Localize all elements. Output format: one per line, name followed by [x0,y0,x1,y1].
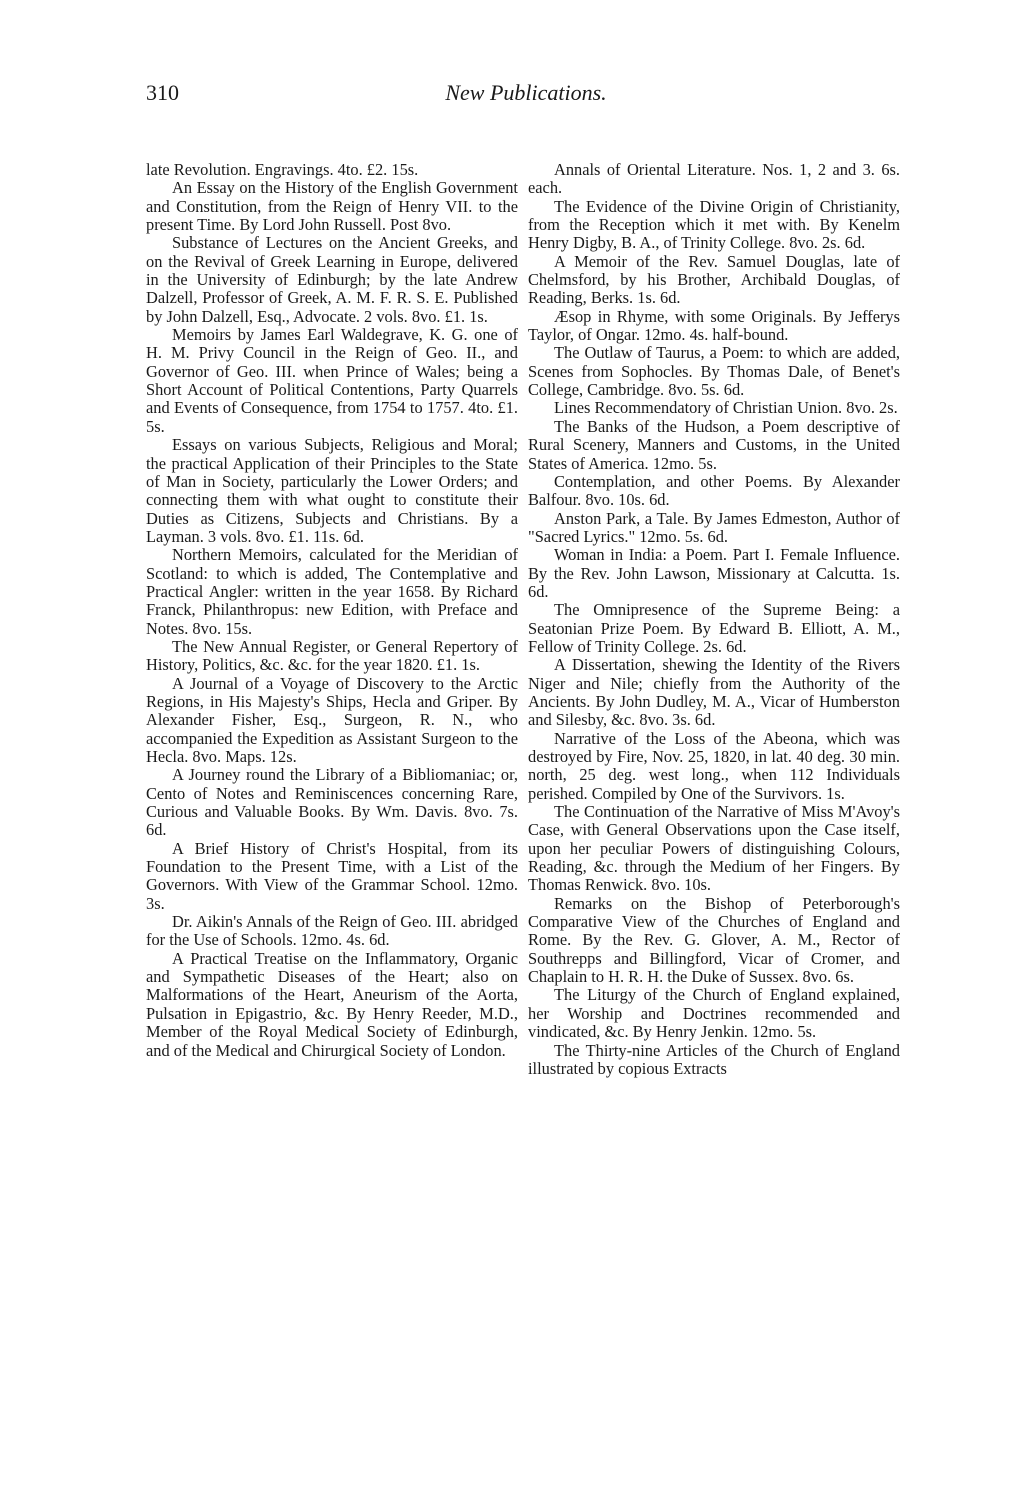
list-item: Æsop in Rhyme, with some Originals. By Jefferys Taylor, of Ongar. 12mo. 4s. half-bound. [528,306,900,345]
list-item: The Outlaw of Taurus, a Poem: to which are added, Scenes from Sophocles. By Thomas Dale, of Benet's College, Cambridge. 8vo. 5s. 6d. [528,343,900,400]
list-item: Annals of Oriental Literature. Nos. 1, 2 and 3. 6s. each. [528,160,900,198]
list-item: Essays on various Subjects, Religious and Moral; the practical Application of their Principles to the State of Man in Society, particularly the Lower Orders; and connecting them with what ought to constitute their Duties as Citizens, Subjects and Christians. By a Layman. 3 vols. 8vo. £1. 11s. 6d. [146,435,518,546]
right-column [528,161,900,1078]
page-number: 310 [146,80,179,105]
list-item: A Brief History of Christ's Hospital, from its Foundation to the Present Time, with a List of the Governors. With View of the Grammar School. 12mo. 3s. [146,838,518,913]
list-item: late Revolution. Engravings. 4to. £2. 15s. [146,160,419,179]
list-item: The Continuation of the Narrative of Miss M'Avoy's Case, with General Observations upon the Case itself, upon her peculiar Powers of distinguishing Colours, Reading, &c. through the Medium of her Fingers. By Thomas Renwick. 8vo. 10s. [528,802,900,895]
list-item: An Essay on the History of the English Government and Constitution, from the Reign of Henry VII. to the present Time. By Lord John Russell. Post 8vo. [146,178,518,235]
list-item: Anston Park, a Tale. By James Edmeston, Author of "Sacred Lyrics." 12mo. 5s. 6d. [528,508,900,546]
list-item: Memoirs by James Earl Waldegrave, K. G. one of H. M. Privy Council in the Reign of Geo. II., and Governor of Geo. III. when Prince of Wales; being a Short Account of Political Contentions, Party Quarrels and Events of Consequence, from 1754 to 1757. 4to. £1. 5s. [146,325,518,436]
list-item: Narrative of the Loss of the Abeona, which was destroyed by Fire, Nov. 25, 1820, in lat. 40 deg. 30 min. north, 25 deg. west long., when 112 Individuals perished. Compiled by One of the Survivors. 1s. [528,728,900,803]
list-item: The Evidence of the Divine Origin of Christianity, from the Reception which it met with. By Kenelm Henry Digby, B. A., of Trinity College. 8vo. 2s. 6d. [528,196,900,253]
list-item: The New Annual Register, or General Repertory of History, Politics, &c. &c. for the year 1820. £1. 1s. [146,636,518,675]
list-item: Contemplation, and other Poems. By Alexander Balfour. 8vo. 10s. 6d. [528,471,900,510]
left-column [146,161,518,1060]
list-item: Substance of Lectures on the Ancient Greeks, and on the Revival of Greek Learning in Europe, delivered in the University of Edinburgh; by the late Andrew Dalzell, Professor of Greek, A. M. F. R. S. E. Published by John Dalzell, Esq., Advocate. 2 vols. 8vo. £1. 1s. [146,233,518,326]
list-item: Remarks on the Bishop of Peterborough's Comparative View of the Churches of England and Rome. By the Rev. G. Glover, A. M., Rector of Southrepps and Billingford, Vicar of Cromer, and Chaplain to H. R. H. the Duke of Sussex. 8vo. 6s. [528,893,900,987]
list-item: The Banks of the Hudson, a Poem descriptive of Rural Scenery, Manners and Customs, in the United States of America. 12mo. 5s. [528,416,900,473]
list-item: The Omnipresence of the Supreme Being: a Seatonian Prize Poem. By Edward B. Elliott, A. M., Fellow of Trinity College. 2s. 6d. [528,600,900,656]
list-item: A Journey round the Library of a Bibliomaniac; or, Cento of Notes and Reminiscences concerning Rare, Curious and Valuable Books. By Wm. Davis. 8vo. 7s. 6d. [146,765,518,840]
list-item: Lines Recommendatory of Christian Union. 8vo. 2s. [554,398,898,418]
list-item: A Journal of a Voyage of Discovery to the Arctic Regions, in His Majesty's Ships, Hecla and Griper. By Alexander Fisher, Esq., Surgeon, R. N., who accompanied the Expedition as Assistant Surgeon to the Hecla. 8vo. Maps. 12s. [146,673,518,766]
list-item: A Practical Treatise on the Inflammatory, Organic and Sympathetic Diseases of the Heart; also on Malformations of the Heart, Aneurism of the Aorta, Pulsation in Epigastrio, &c. By Henry Reeder, M.D., Member of the Royal Medical Society of Edinburgh, and of the Medical and Chirurgical Society of London. [146,948,518,1060]
list-item: A Memoir of the Rev. Samuel Douglas, late of Chelmsford, by his Brother, Archibald Douglas, of Reading, Berks. 1s. 6d. [528,251,900,308]
list-item: The Liturgy of the Church of England explained, her Worship and Doctrines recommended and vindicated, &c. By Henry Jenkin. 12mo. 5s. [528,985,900,1042]
list-item: Dr. Aikin's Annals of the Reign of Geo. III. abridged for the Use of Schools. 12mo. 4s. 6d. [146,912,518,950]
list-item: The Thirty-nine Articles of the Church of England illustrated by copious Extracts [528,1040,900,1078]
running-title: New Publications. [445,80,607,105]
page-header [146,80,906,116]
list-item: Woman in India: a Poem. Part I. Female Influence. By the Rev. John Lawson, Missionary at Calcutta. 1s. 6d. [528,545,900,601]
list-item: A Dissertation, shewing the Identity of the Rivers Niger and Nile; chiefly from the Authority of the Ancients. By John Dudley, M. A., Vicar of Humberston and Silesby, &c. 8vo. 3s. 6d. [528,655,900,730]
list-item: Northern Memoirs, calculated for the Meridian of Scotland: to which is added, The Contemplative and Practical Angler: written in the year 1658. By Richard Franck, Philanthropus: new Edition, with Preface and Notes. 8vo. 15s. [146,545,518,638]
